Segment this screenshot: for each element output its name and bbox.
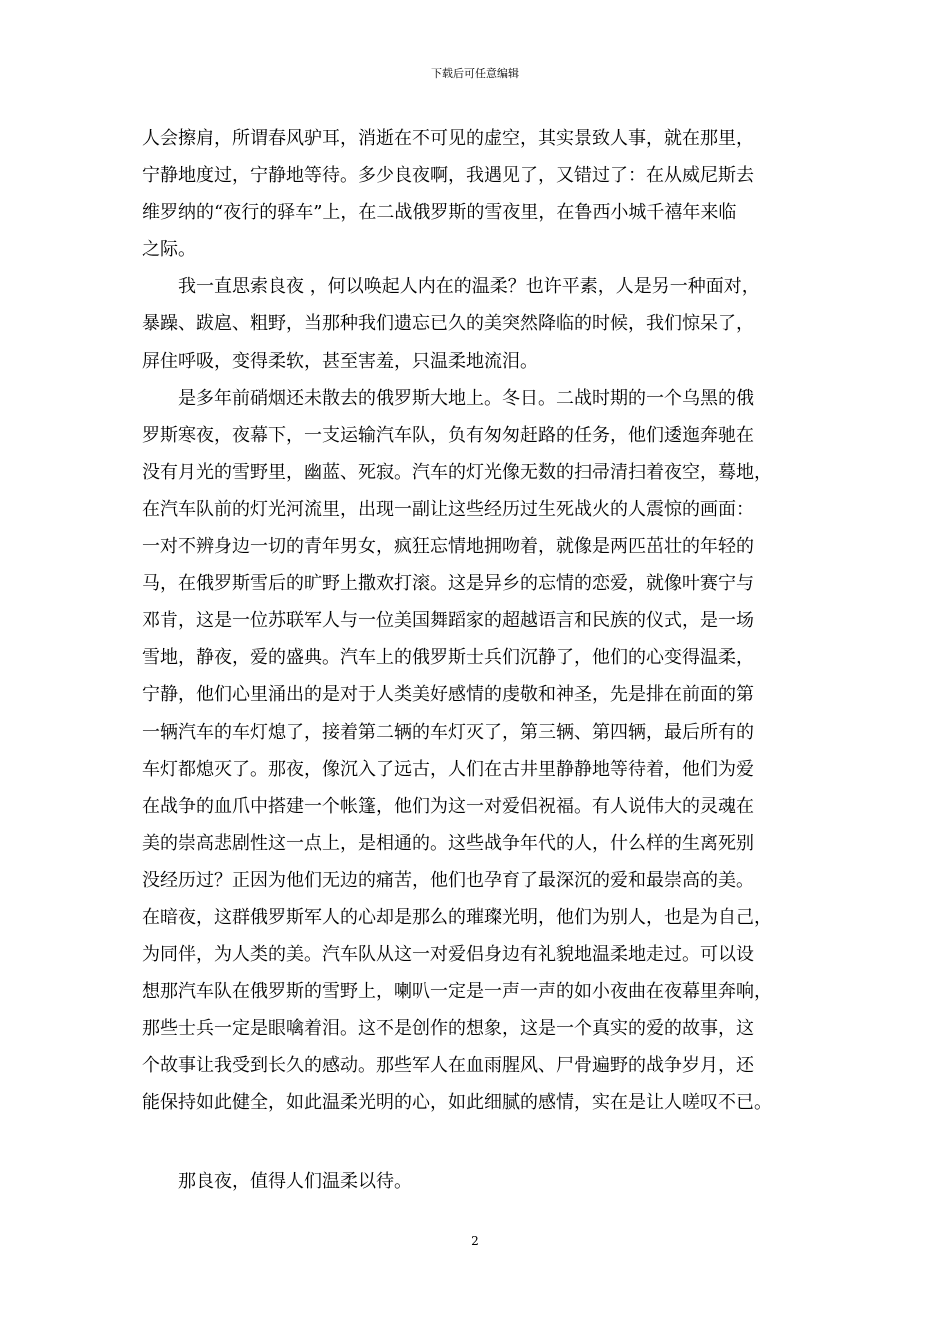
text-line: 是多年前硝烟还未散去的俄罗斯大地上。冬日。二战时期的一个乌黑的俄 [142,387,754,409]
text-line: 个故事让我受到长久的感动。那些军人在血雨腥风、尸骨遍野的战争岁月，还 [142,1055,754,1077]
text-line: 一对不辨身边一切的青年男女，疯狂忘情地拥吻着，就像是两匹茁壮的年轻的 [142,536,754,558]
text-line: 在暗夜，这群俄罗斯军人的心却是那么的璀璨光明，他们为别人，也是为自己， [142,906,772,928]
paragraph [142,120,810,268]
text-line: 能保持如此健全，如此温柔光明的心，如此细腻的感情，实在是让人嗟叹不已。 [142,1092,772,1114]
text-line: 那良夜，值得人们温柔以待。 [142,1171,412,1192]
text-line: 车灯都熄灭了。那夜，像沉入了远古，人们在古井里静静地等待着，他们为爱 [142,758,754,780]
paragraph [142,380,810,1122]
text-line: 邓肯，这是一位苏联军人与一位美国舞蹈家的超越语言和民族的仪式，是一场 [142,610,754,632]
text-line: 人会擦肩，所谓春风驴耳，消逝在不可见的虚空，其实景致人事，就在那里， [142,128,754,149]
page-header: 下载后可任意编辑 [431,67,519,80]
text-line: 我一直思索良夜 ，何以唤起人内在的温柔？也许平素，人是另一种面对， [142,276,760,298]
text-line: 在战争的血爪中搭建一个帐篷，他们为这一对爱侣祝福。有人说伟大的灵魂在 [142,795,754,817]
text-line: 宁静，他们心里涌出的是对于人类美好感情的虔敬和神圣，先是排在前面的第 [142,684,754,706]
paragraph [142,1163,810,1200]
text-line: 美的崇高悲剧性这一点上，是相通的。这些战争年代的人，什么样的生离死别 [142,832,754,854]
text-line: 那些士兵一定是眼噙着泪。这不是创作的想象，这是一个真实的爱的故事，这 [142,1018,754,1040]
text-line: 之际。 [142,239,196,261]
text-line: 罗斯寒夜，夜幕下，一支运输汽车队，负有匆匆赶路的任务，他们逶迤奔驰在 [142,424,754,446]
text-line: 维罗纳的“夜行的驿车”上，在二战俄罗斯的雪夜里，在鲁西小城千禧年来临 [142,202,737,224]
page-number: 2 [471,1234,479,1248]
text-line: 没有月光的雪野里，幽蓝、死寂。汽车的灯光像无数的扫帚清扫着夜空，蓦地， [142,461,772,483]
text-line: 在汽车队前的灯光河流里，出现一副让这些经历过生死战火的人震惊的画面： [142,498,754,520]
text-line: 没经历过？正因为他们无边的痛苦，他们也孕育了最深沉的爱和最崇高的美。 [142,869,754,891]
text-line: 暴躁、跋扈、粗野，当那种我们遗忘已久的美突然降临的时候，我们惊呆了， [142,313,754,335]
text-line: 宁静地度过，宁静地等待。多少良夜啊，我遇见了，又错过了：在从威尼斯去 [142,165,754,187]
text-line: 马，在俄罗斯雪后的旷野上撒欢打滚。这是异乡的忘情的恋爱，就像叶赛宁与 [142,573,754,595]
text-line: 一辆汽车的车灯熄了，接着第二辆的车灯灭了，第三辆、第四辆，最后所有的 [142,721,754,743]
text-line: 屏住呼吸，变得柔软，甚至害羞，只温柔地流泪。 [142,350,538,372]
text-line: 为同伴，为人类的美。汽车队从这一对爱侣身边有礼貌地温柔地走过。可以设 [142,944,754,966]
text-line: 想那汽车队在俄罗斯的雪野上，喇叭一定是一声一声的如小夜曲在夜幕里奔响， [142,981,772,1003]
text-line: 雪地，静夜，爱的盛典。汽车上的俄罗斯士兵们沉静了，他们的心变得温柔， [142,647,754,669]
document-body [142,120,810,1192]
paragraph [142,268,810,379]
